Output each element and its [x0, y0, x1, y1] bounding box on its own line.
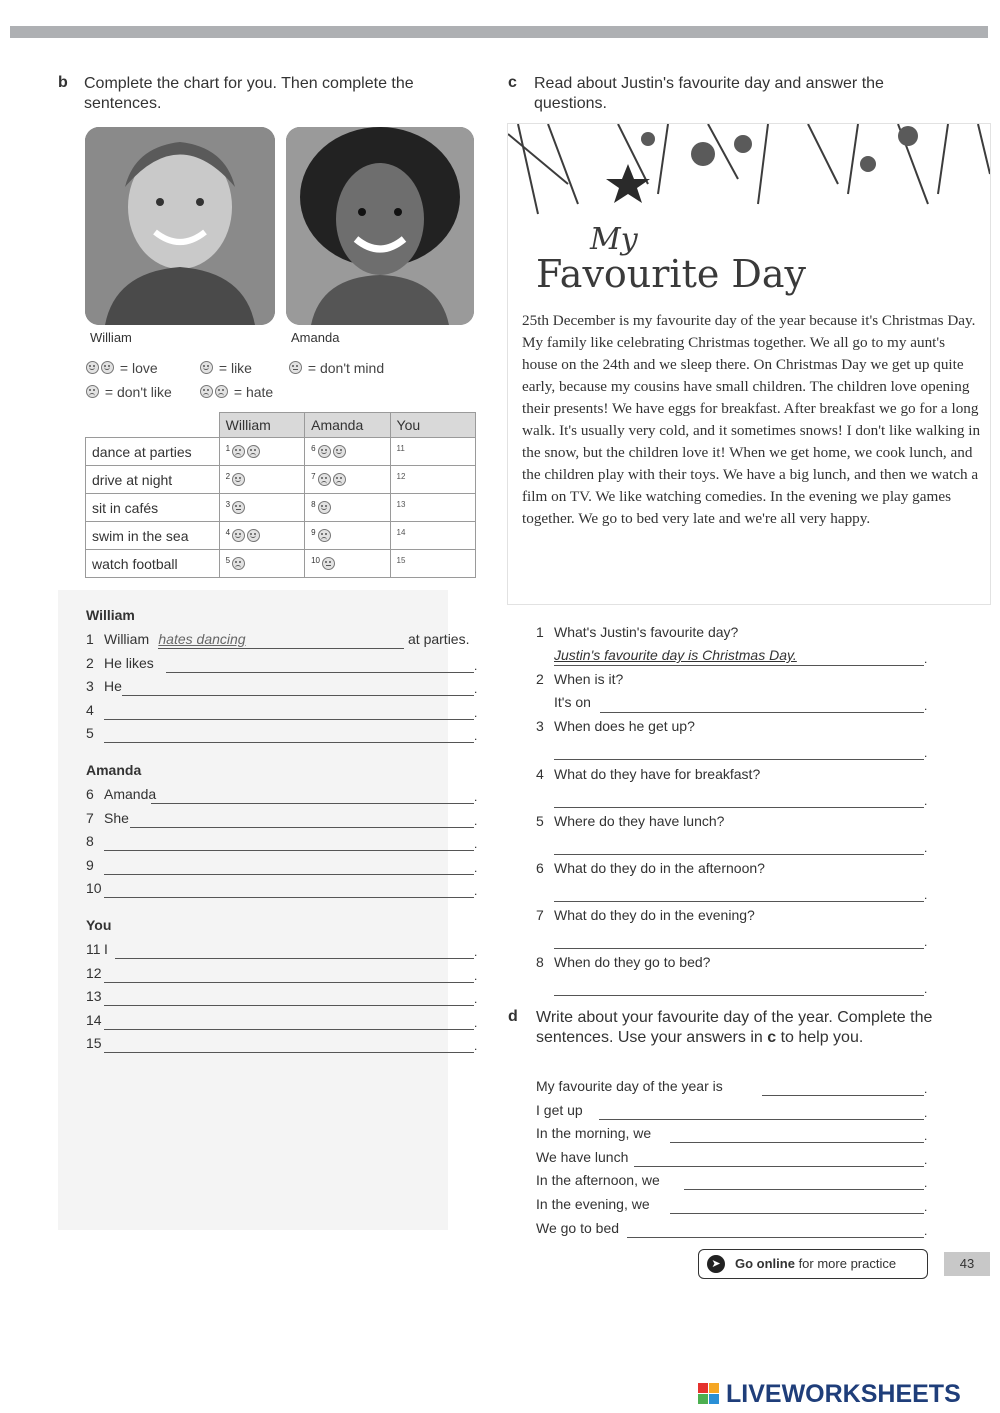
sentence-suffix: at parties.	[408, 631, 470, 647]
amanda-heading: Amanda	[86, 762, 142, 778]
sentence-line	[86, 965, 476, 983]
question-text: What do they do in the evening?	[554, 907, 755, 924]
section-c-instruction: Read about Justin's favourite day and answer the questions.	[534, 75, 884, 112]
sentence-line	[86, 702, 476, 720]
chart-cell-amanda	[305, 466, 390, 494]
answer-text: Justin's favourite day is Christmas Day.	[554, 647, 797, 663]
chart-cell-number: 10	[311, 555, 321, 565]
chart-activity: swim in the sea	[86, 522, 220, 550]
legend-love	[86, 360, 158, 376]
sentence-number: 3	[86, 678, 94, 694]
pine-branches-icon	[508, 124, 990, 224]
chart-header-amanda: Amanda	[305, 413, 390, 438]
happy-face-icon	[232, 529, 245, 542]
legend-dont-like	[86, 384, 172, 400]
period-mark: .	[924, 1105, 928, 1120]
answer-blank[interactable]	[104, 850, 474, 851]
question-text: What do they have for breakfast?	[554, 765, 761, 782]
chart-activity: sit in cafés	[86, 494, 220, 522]
answer-blank[interactable]	[104, 982, 474, 983]
happy-face-icon	[247, 529, 260, 542]
sentence-number: 12	[86, 964, 102, 981]
period-mark: .	[474, 729, 478, 743]
brand-text: LIVEWORKSHEETS	[726, 1380, 961, 1408]
sad-face-icon	[200, 385, 213, 398]
sentence-line	[86, 941, 476, 959]
question-text: When does he get up?	[554, 718, 695, 735]
sad-face-icon	[232, 445, 245, 458]
go-online-bold: Go online	[735, 1256, 795, 1271]
section-d-instruction-end: to help you.	[776, 1029, 864, 1046]
neutral-face-icon	[232, 501, 245, 514]
chart-cell-number: 3	[225, 499, 231, 509]
chart-row	[86, 550, 476, 578]
answer-blank[interactable]	[554, 901, 924, 902]
happy-face-icon	[232, 473, 245, 486]
chart-cell-number: 2	[225, 471, 231, 481]
question-text: When is it?	[554, 671, 624, 688]
chart-cell-amanda	[305, 438, 390, 466]
chart-cell-number: 11	[396, 443, 405, 453]
period-mark: .	[474, 1039, 478, 1053]
sentence-number: 1	[86, 631, 94, 647]
chart-row	[86, 522, 476, 550]
go-online-rest: for more practice	[794, 1256, 897, 1271]
period-mark: .	[474, 945, 478, 959]
period-mark: .	[924, 1129, 928, 1144]
sentence-start: In the morning, we	[536, 1125, 652, 1142]
sentence-number: 14	[86, 1011, 102, 1028]
answer-blank[interactable]	[104, 1005, 474, 1006]
chart-cell-number: 7	[311, 471, 316, 481]
sentence-line	[86, 786, 476, 804]
liveworksheets-logo-icon	[698, 1383, 720, 1405]
legend-like-text: = like	[218, 360, 252, 376]
answer-blank[interactable]	[599, 1119, 924, 1120]
question-number: 6	[536, 860, 544, 876]
chart-cell-william	[219, 494, 304, 522]
section-d-instruction-start: Write about your favourite day of the year. Complete the sentences. Use your answers in	[536, 1009, 933, 1046]
amanda-photo	[286, 127, 474, 325]
period-mark: .	[474, 705, 478, 720]
question-number: 8	[536, 954, 544, 971]
happy-face-icon	[86, 361, 99, 374]
period-mark: .	[924, 1200, 928, 1214]
sentence-line	[86, 1035, 476, 1053]
reading-text: 25th December is my favourite day of the year because it's Christmas Day. My family like celebrating Christmas together. We all go to my aunt's house on the 24th and we sleep there. On Christmas Day we get up quite early, because my cousins have small children. The children love opening their presents! We have eggs for breakfast. After breakfast we go for a long walk. It's usually very cold, and it sometimes snows! I don't like walking in the snow, but the children love it! When we get home, we cook lunch, and the children play with their toys. We have a big lunch, and then we watch a film on TV. We like watching comedies. In the evening we play games together. We go to bed very late and we're all very happy.	[522, 312, 981, 527]
william-portrait-icon	[85, 127, 275, 325]
chart-body	[86, 438, 476, 578]
answer-blank[interactable]	[104, 874, 474, 875]
sentence-number: 10	[86, 880, 102, 896]
sentence-start: My favourite day of the year is	[536, 1078, 723, 1094]
answer-blank[interactable]	[104, 1052, 474, 1053]
period-mark: .	[924, 982, 928, 997]
period-mark: .	[924, 1176, 928, 1191]
section-c-letter: c	[508, 74, 517, 91]
chart-cell-number: 4	[225, 527, 231, 537]
period-mark: .	[924, 1223, 928, 1238]
chart-cell-you[interactable]	[390, 550, 475, 578]
chart-row	[86, 466, 476, 494]
william-heading: William	[86, 607, 135, 623]
period-mark: .	[474, 992, 478, 1006]
sentence-number: 15	[86, 1035, 102, 1051]
chart-cell-you[interactable]	[390, 522, 475, 550]
sentence-line	[86, 725, 476, 743]
answer-blank[interactable]	[554, 995, 924, 996]
chart-cell-number: 13	[396, 499, 406, 509]
you-heading: You	[86, 917, 112, 933]
sentence-prefix: She	[104, 809, 129, 826]
chart-cell-you[interactable]	[390, 466, 475, 494]
sad-face-icon	[333, 473, 346, 486]
chart-cell-number: 12	[396, 471, 406, 481]
question-number: 2	[536, 671, 544, 688]
period-mark: .	[474, 658, 478, 673]
chart-cell-william	[219, 522, 304, 550]
sentence-number: 5	[86, 725, 94, 741]
sentence-prefix: He likes	[104, 654, 154, 671]
question-number: 1	[536, 624, 544, 640]
sad-face-icon	[247, 445, 260, 458]
sentence-line	[86, 678, 476, 696]
answer-blank[interactable]	[104, 897, 474, 898]
chart-header-william: William	[219, 413, 304, 438]
sad-face-icon	[318, 473, 331, 486]
chart-cell-number: 15	[396, 555, 406, 565]
answer-prefix: It's on	[554, 694, 591, 711]
period-mark: .	[924, 699, 928, 714]
sentence-prefix: William	[104, 631, 150, 647]
period-mark: .	[474, 968, 478, 983]
sentence-answer: hates dancing	[158, 631, 246, 647]
sentence-number: 13	[86, 988, 102, 1004]
sentence-start: We go to bed	[536, 1219, 620, 1236]
chart-cell-amanda	[305, 522, 390, 550]
sentence-line	[86, 810, 476, 828]
chart-cell-number: 6	[311, 443, 316, 453]
sentence-prefix: Amanda	[104, 786, 157, 802]
reading-box	[508, 124, 990, 604]
legend-like	[200, 360, 252, 376]
legend-dont-mind-text: = don't mind	[307, 360, 385, 376]
answer-blank[interactable]	[158, 648, 404, 649]
question-text: What's Justin's favourite day?	[554, 624, 739, 640]
reading-title-line1: My	[590, 222, 638, 257]
period-mark: .	[474, 813, 478, 828]
sentence-line	[86, 833, 476, 851]
chart-cell-william	[219, 466, 304, 494]
period-mark: .	[924, 793, 928, 808]
sentence-number: 4	[86, 701, 94, 718]
answer-blank[interactable]	[762, 1095, 924, 1096]
amanda-portrait-icon	[286, 127, 474, 325]
answer-blank[interactable]	[554, 854, 924, 855]
chart-activity: dance at parties	[86, 438, 220, 466]
answer-blank[interactable]	[130, 827, 474, 828]
chart-row	[86, 438, 476, 466]
sentence-start: We have lunch	[536, 1148, 629, 1165]
answer-blank[interactable]	[166, 672, 474, 673]
happy-face-icon	[200, 361, 213, 374]
answer-blank[interactable]	[151, 803, 474, 804]
chart-cell-you[interactable]	[390, 438, 475, 466]
period-mark: .	[474, 860, 478, 875]
sad-face-icon	[318, 529, 331, 542]
answer-blank[interactable]	[104, 1029, 474, 1030]
answer-blank[interactable]	[104, 719, 474, 720]
sad-face-icon	[215, 385, 228, 398]
period-mark: .	[474, 1015, 478, 1030]
neutral-face-icon	[289, 361, 302, 374]
chart-header-you: You	[390, 413, 475, 438]
cursor-icon: ➤	[707, 1255, 725, 1273]
answer-blank[interactable]	[600, 712, 924, 713]
sentence-line	[86, 880, 476, 898]
period-mark: .	[924, 888, 928, 902]
sad-face-icon	[86, 385, 99, 398]
legend-love-text: = love	[119, 360, 158, 376]
neutral-face-icon	[322, 557, 335, 570]
sentence-start: In the evening, we	[536, 1196, 650, 1212]
sentence-number: 8	[86, 833, 94, 849]
answer-blank[interactable]	[104, 742, 474, 743]
chart-cell-you[interactable]	[390, 494, 475, 522]
sentence-line	[86, 988, 476, 1006]
legend-dont-like-text: = don't like	[104, 384, 172, 400]
legend-hate	[200, 384, 273, 400]
sentence-number: 11	[86, 941, 101, 957]
answer-blank[interactable]	[554, 665, 924, 666]
caption-amanda: Amanda	[291, 330, 340, 345]
sentence-prefix: I	[104, 941, 108, 957]
section-b-letter: b	[58, 74, 68, 91]
question-number: 5	[536, 812, 544, 829]
question-text: Where do they have lunch?	[554, 812, 725, 829]
chart-cell-number: 8	[311, 499, 316, 509]
period-mark: .	[924, 935, 928, 950]
chart-cell-number: 9	[311, 527, 316, 537]
go-online-button[interactable]	[698, 1249, 928, 1279]
caption-william: William	[90, 330, 132, 345]
answer-blank[interactable]	[554, 807, 924, 808]
answer-blank[interactable]	[122, 695, 474, 696]
section-d-instruction-bold: c	[767, 1029, 777, 1046]
go-online-text	[735, 1256, 896, 1271]
happy-face-icon	[318, 445, 331, 458]
legend-dont-mind	[289, 360, 384, 376]
period-mark: .	[924, 1152, 928, 1167]
sentence-start: In the afternoon, we	[536, 1172, 660, 1189]
answer-blank[interactable]	[554, 759, 924, 760]
sentence-number: 2	[86, 654, 94, 671]
chart-corner	[86, 413, 220, 438]
top-bar	[10, 26, 988, 38]
period-mark: .	[924, 840, 928, 855]
answer-blank[interactable]	[670, 1213, 924, 1214]
happy-face-icon	[318, 501, 331, 514]
legend-hate-text: = hate	[233, 384, 274, 400]
sentence-line	[86, 631, 476, 649]
answer-blank[interactable]	[554, 948, 924, 949]
sentence-number: 9	[86, 856, 94, 873]
period-mark: .	[924, 652, 928, 666]
preferences-chart	[85, 412, 476, 578]
section-b-instruction: Complete the chart for you. Then complete the sentences.	[84, 75, 414, 112]
period-mark: .	[474, 682, 478, 696]
page-number: 43	[944, 1252, 990, 1276]
sentence-prefix: He	[104, 678, 122, 694]
question-text: What do they do in the afternoon?	[554, 860, 765, 876]
chart-activity: watch football	[86, 550, 220, 578]
answer-blank[interactable]	[670, 1142, 924, 1143]
question-number: 4	[536, 765, 544, 782]
sentence-start: I get up	[536, 1101, 583, 1118]
period-mark: .	[924, 1082, 928, 1096]
sentence-number: 7	[86, 809, 94, 826]
period-mark: .	[474, 837, 478, 851]
chart-cell-number: 14	[396, 527, 406, 537]
section-d-letter: d	[508, 1008, 518, 1025]
chart-cell-william	[219, 438, 304, 466]
william-photo	[85, 127, 275, 325]
sentence-line	[86, 655, 476, 673]
answer-blank[interactable]	[684, 1189, 924, 1190]
chart-cell-amanda	[305, 494, 390, 522]
chart-activity: drive at night	[86, 466, 220, 494]
sad-face-icon	[232, 557, 245, 570]
chart-cell-william	[219, 550, 304, 578]
question-number: 3	[536, 718, 544, 735]
happy-face-icon	[101, 361, 114, 374]
period-mark: .	[474, 884, 478, 898]
question-text: When do they go to bed?	[554, 954, 711, 971]
question-number: 7	[536, 907, 544, 924]
chart-cell-amanda	[305, 550, 390, 578]
answer-blank[interactable]	[627, 1237, 924, 1238]
period-mark: .	[924, 746, 928, 761]
answer-blank[interactable]	[634, 1166, 924, 1167]
sentence-line	[86, 1012, 476, 1030]
answer-blank[interactable]	[115, 958, 474, 959]
reading-title-line2: Favourite Day	[536, 252, 807, 296]
period-mark: .	[474, 790, 478, 804]
happy-face-icon	[333, 445, 346, 458]
sentence-line	[86, 857, 476, 875]
section-d-instruction	[536, 1008, 936, 1048]
chart-cell-number: 1	[225, 443, 231, 453]
chart-cell-number: 5	[225, 555, 231, 565]
sentence-number: 6	[86, 786, 94, 802]
chart-row	[86, 494, 476, 522]
